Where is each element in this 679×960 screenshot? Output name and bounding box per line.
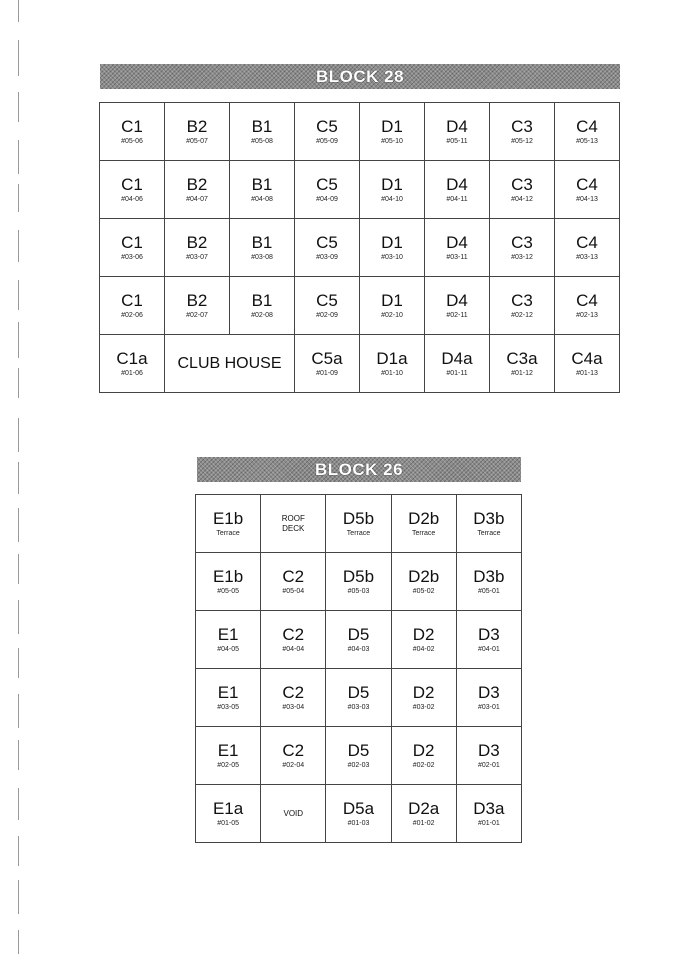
unit-cell (165, 103, 230, 161)
unit-type: C1a (116, 348, 148, 368)
unit-number: #02-10 (381, 311, 403, 319)
unit-type: D4 (446, 232, 468, 252)
unit-number: #02-01 (477, 761, 500, 769)
unit-number: #05-10 (381, 137, 403, 145)
unit-cell (230, 277, 295, 335)
unit-type: E1b (212, 566, 244, 586)
unit-type: C3 (511, 290, 533, 310)
unit-number: #01-05 (217, 819, 239, 827)
unit-type: D4 (446, 290, 468, 310)
unit-cell (196, 553, 261, 611)
unit-number: #01-09 (316, 369, 338, 377)
unit-number: Terrace (216, 529, 240, 537)
unit-cell (261, 553, 326, 611)
unit-cell (391, 611, 456, 669)
unit-type: C1 (121, 116, 143, 136)
unit-type: VOID (283, 808, 304, 818)
unit-number: #04-12 (511, 195, 533, 203)
block-26-grid (195, 494, 522, 843)
unit-cell (261, 785, 326, 843)
unit-type: C4 (576, 116, 598, 136)
unit-cell (295, 335, 360, 393)
unit-type: C5 (316, 174, 338, 194)
unit-number: #04-13 (576, 195, 598, 203)
unit-type: D3b (473, 508, 505, 528)
unit-type: D5b (342, 566, 375, 586)
unit-number: #01-10 (381, 369, 403, 377)
unit-type: C1 (121, 174, 143, 194)
unit-cell (391, 669, 456, 727)
unit-type: D1 (381, 116, 403, 136)
unit-cell (100, 161, 165, 219)
unit-type: C2 (282, 566, 305, 586)
unit-cell (100, 103, 165, 161)
unit-cell (456, 495, 521, 553)
unit-number: #01-11 (446, 369, 468, 377)
unit-number: Terrace (411, 529, 436, 537)
unit-type: D5b (342, 508, 375, 528)
unit-type: C4 (576, 174, 598, 194)
unit-type: C5 (316, 232, 338, 252)
unit-type: D2 (412, 624, 435, 644)
unit-cell (326, 553, 391, 611)
unit-type: E1a (212, 798, 244, 818)
unit-cell (360, 219, 425, 277)
unit-cell (326, 785, 391, 843)
unit-type: D5 (347, 740, 370, 760)
unit-number: #02-06 (121, 311, 143, 319)
unit-type: D3 (478, 624, 500, 644)
unit-type: D1 (381, 232, 403, 252)
unit-number: #02-04 (282, 761, 305, 769)
unit-cell (100, 277, 165, 335)
unit-cell (326, 495, 391, 553)
unit-type: C2 (282, 624, 305, 644)
unit-number: #03-11 (446, 253, 468, 261)
unit-type: D1a (376, 348, 408, 368)
unit-cell (261, 495, 326, 553)
unit-number: #05-01 (477, 587, 500, 595)
unit-type: C2 (282, 740, 305, 760)
unit-type: D2b (408, 566, 440, 586)
unit-cell (295, 103, 360, 161)
unit-cell (456, 553, 521, 611)
unit-number: #04-08 (251, 195, 273, 203)
unit-number: #02-11 (446, 311, 468, 319)
unit-cell (555, 219, 620, 277)
unit-cell (425, 219, 490, 277)
unit-number: #04-03 (347, 645, 370, 653)
unit-number: #02-05 (217, 761, 239, 769)
unit-cell (425, 161, 490, 219)
unit-cell (100, 219, 165, 277)
unit-type: D5 (347, 624, 370, 644)
unit-number: #04-09 (316, 195, 338, 203)
unit-type: B1 (251, 232, 273, 252)
unit-number: #01-13 (576, 369, 598, 377)
unit-number: #05-06 (121, 137, 143, 145)
unit-cell (230, 219, 295, 277)
unit-number: #03-09 (316, 253, 338, 261)
unit-cell (391, 553, 456, 611)
unit-number: #02-03 (347, 761, 370, 769)
unit-type: B2 (186, 290, 208, 310)
unit-cell (326, 669, 391, 727)
unit-number: #03-12 (511, 253, 533, 261)
unit-cell (196, 495, 261, 553)
unit-type: C4a (571, 348, 603, 368)
unit-type: C3 (511, 116, 533, 136)
unit-type: C5a (311, 348, 343, 368)
unit-number: #02-13 (576, 311, 598, 319)
unit-cell (456, 785, 521, 843)
unit-type: E1 (217, 624, 239, 644)
unit-number: #01-06 (121, 369, 143, 377)
unit-cell (295, 161, 360, 219)
unit-type: B1 (251, 174, 273, 194)
unit-number: #05-12 (511, 137, 533, 145)
unit-cell (456, 727, 521, 785)
unit-type: ROOF DECK (281, 513, 305, 533)
unit-cell (490, 161, 555, 219)
unit-type: D1 (381, 290, 403, 310)
unit-number: #03-02 (412, 703, 435, 711)
unit-cell (490, 103, 555, 161)
unit-number: #04-10 (381, 195, 403, 203)
unit-number: #01-12 (511, 369, 533, 377)
unit-cell (326, 611, 391, 669)
block-28-title: BLOCK 28 (315, 66, 405, 86)
unit-number: #02-12 (511, 311, 533, 319)
unit-number: #03-04 (282, 703, 305, 711)
unit-cell (555, 335, 620, 393)
scan-edge-marks (0, 0, 34, 960)
unit-number: #03-13 (576, 253, 598, 261)
unit-cell (555, 277, 620, 335)
unit-number: #05-04 (282, 587, 305, 595)
unit-type: C4 (576, 232, 598, 252)
unit-type: B2 (186, 116, 208, 136)
unit-type: D1 (381, 174, 403, 194)
unit-type: C5 (316, 290, 338, 310)
unit-number: #01-02 (412, 819, 435, 827)
unit-row (100, 335, 620, 393)
unit-number: #05-11 (446, 137, 468, 145)
unit-number: #04-05 (217, 645, 239, 653)
unit-type: B2 (186, 174, 208, 194)
unit-row (196, 611, 522, 669)
unit-cell (196, 669, 261, 727)
unit-number: #02-02 (412, 761, 435, 769)
unit-type: B2 (186, 232, 208, 252)
unit-cell (165, 161, 230, 219)
unit-number: Terrace (477, 529, 501, 537)
unit-cell (425, 335, 490, 393)
unit-cell (230, 103, 295, 161)
unit-type: D5 (347, 682, 370, 702)
unit-type: B1 (251, 116, 273, 136)
unit-type: D3a (473, 798, 505, 818)
unit-type: D5a (342, 798, 375, 818)
unit-cell (555, 103, 620, 161)
unit-number: #05-13 (576, 137, 598, 145)
unit-number: #03-07 (186, 253, 208, 261)
unit-type: C1 (121, 232, 143, 252)
unit-row (100, 219, 620, 277)
unit-cell (326, 727, 391, 785)
unit-cell (456, 669, 521, 727)
unit-type: D4 (446, 116, 468, 136)
unit-number: #03-03 (347, 703, 370, 711)
unit-row (196, 785, 522, 843)
unit-number: #05-03 (347, 587, 370, 595)
unit-number: #05-05 (217, 587, 239, 595)
unit-type: C5 (316, 116, 338, 136)
unit-cell (196, 785, 261, 843)
block-26-title: BLOCK 26 (314, 459, 404, 479)
unit-cell (261, 727, 326, 785)
unit-cell (230, 161, 295, 219)
unit-cell (196, 727, 261, 785)
unit-number: #05-07 (186, 137, 208, 145)
unit-cell (490, 335, 555, 393)
unit-cell (425, 103, 490, 161)
unit-number: #03-08 (251, 253, 273, 261)
block-28-grid (99, 102, 620, 393)
unit-number: #02-07 (186, 311, 208, 319)
unit-cell (490, 219, 555, 277)
unit-type: E1 (217, 682, 239, 702)
unit-type: D2a (408, 798, 440, 818)
unit-cell (391, 495, 456, 553)
unit-type: B1 (251, 290, 273, 310)
unit-row (100, 161, 620, 219)
unit-number: #04-11 (446, 195, 468, 203)
unit-row (196, 669, 522, 727)
unit-cell (555, 161, 620, 219)
unit-number: #05-08 (251, 137, 273, 145)
unit-number: Terrace (346, 529, 371, 537)
unit-type: C4 (576, 290, 598, 310)
unit-row (196, 495, 522, 553)
unit-type: C3 (511, 174, 533, 194)
unit-type: C3a (506, 348, 538, 368)
unit-cell (295, 277, 360, 335)
unit-cell (165, 219, 230, 277)
unit-type: E1b (212, 508, 244, 528)
unit-number: #04-07 (186, 195, 208, 203)
unit-number: #02-09 (316, 311, 338, 319)
unit-cell (360, 161, 425, 219)
unit-type: D3 (478, 682, 500, 702)
unit-type: C1 (121, 290, 143, 310)
unit-type: D2b (408, 508, 440, 528)
unit-number: #05-09 (316, 137, 338, 145)
unit-cell (261, 611, 326, 669)
unit-cell (196, 611, 261, 669)
unit-number: #04-02 (412, 645, 435, 653)
unit-cell (391, 727, 456, 785)
unit-cell (391, 785, 456, 843)
unit-type: D4a (441, 348, 473, 368)
unit-cell (261, 669, 326, 727)
unit-number: #01-01 (477, 819, 500, 827)
unit-cell (360, 335, 425, 393)
unit-cell (100, 335, 165, 393)
unit-row (196, 727, 522, 785)
unit-cell (490, 277, 555, 335)
unit-type: D2 (412, 682, 435, 702)
unit-type: D3b (473, 566, 505, 586)
unit-cell (165, 277, 230, 335)
unit-type: C3 (511, 232, 533, 252)
unit-cell (456, 611, 521, 669)
unit-type: D3 (478, 740, 500, 760)
unit-number: #03-06 (121, 253, 143, 261)
unit-number: #04-04 (282, 645, 305, 653)
block-26-header (197, 457, 521, 482)
unit-number: #03-05 (217, 703, 239, 711)
unit-number: #04-01 (477, 645, 500, 653)
unit-row (100, 103, 620, 161)
unit-cell (295, 219, 360, 277)
unit-type: E1 (217, 740, 239, 760)
unit-number: #03-10 (381, 253, 403, 261)
unit-number: #03-01 (477, 703, 500, 711)
unit-number: #02-08 (251, 311, 273, 319)
unit-number: #04-06 (121, 195, 143, 203)
block-28-header (100, 64, 620, 89)
unit-cell (425, 277, 490, 335)
unit-cell (165, 335, 295, 393)
unit-cell (360, 277, 425, 335)
unit-type: CLUB HOUSE (177, 354, 282, 372)
unit-number: #05-02 (412, 587, 435, 595)
unit-number: #01-03 (347, 819, 370, 827)
unit-row (100, 277, 620, 335)
unit-type: D4 (446, 174, 468, 194)
unit-type: C2 (282, 682, 305, 702)
unit-type: D2 (412, 740, 435, 760)
unit-row (196, 553, 522, 611)
unit-cell (360, 103, 425, 161)
